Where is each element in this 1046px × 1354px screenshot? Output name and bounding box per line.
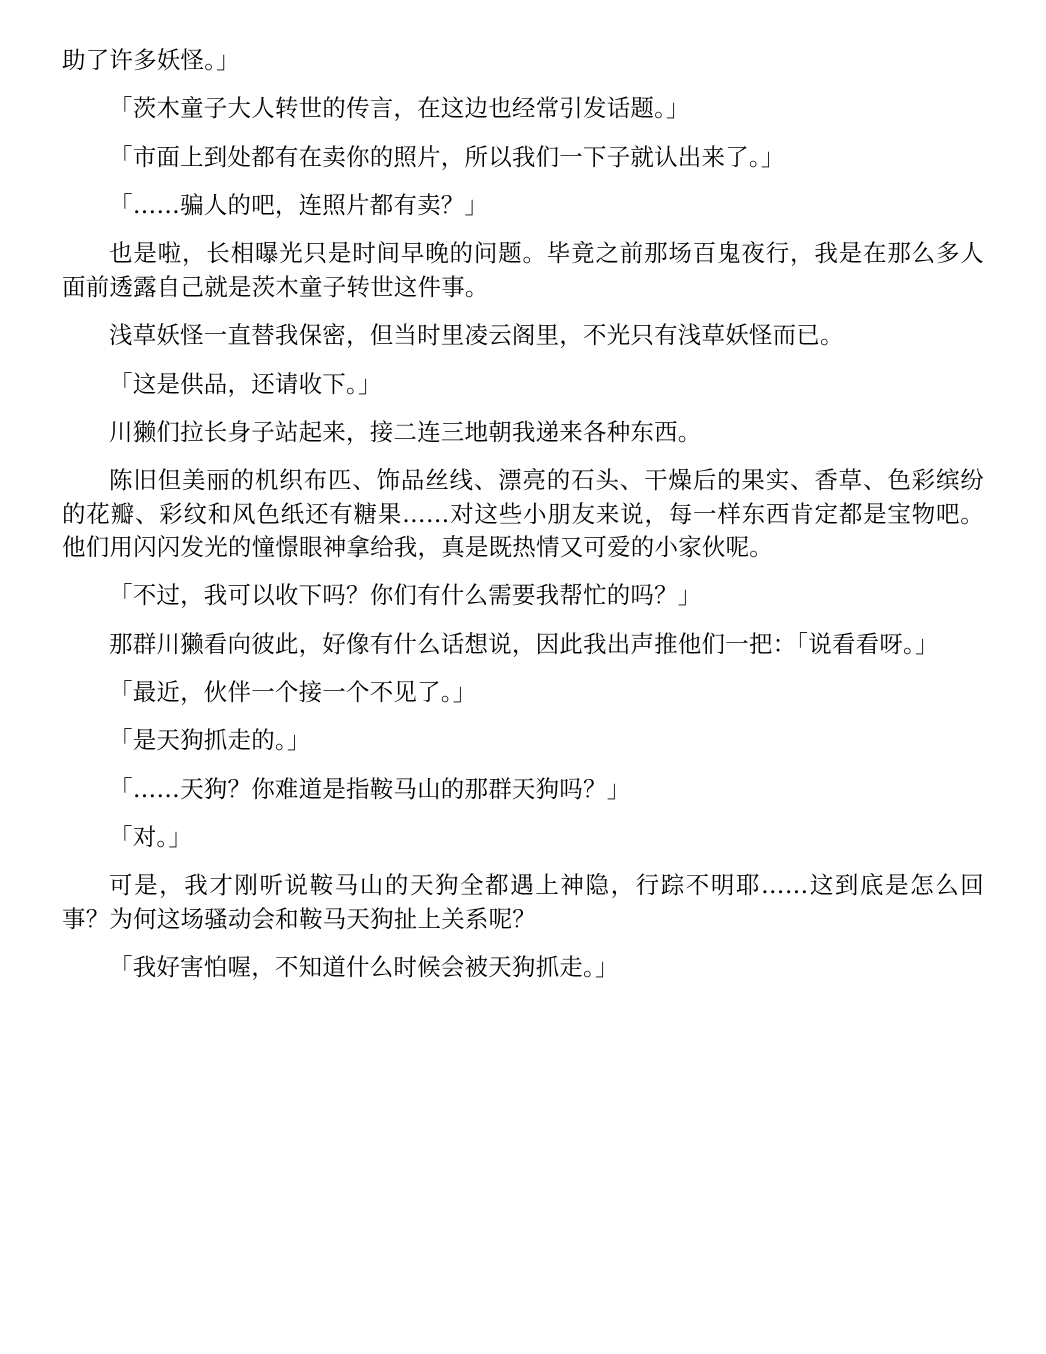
paragraph: 也是啦，长相曝光只是时间早晚的问题。毕竟之前那场百鬼夜行，我是在那么多人面前透露自己就是茨木童子转世这件事。	[62, 239, 984, 301]
paragraph: 浅草妖怪一直替我保密，但当时里凌云阁里，不光只有浅草妖怪而已。	[109, 321, 844, 350]
paragraph: 川獭们拉长身子站起来，接二连三地朝我递来各种东西。	[109, 417, 702, 446]
paragraph: 「……天狗？你难道是指鞍马山的那群天狗吗？」	[109, 774, 631, 803]
paragraph: 「是天狗抓走的。」	[109, 726, 311, 755]
paragraph: 「不过，我可以收下吗？你们有什么需要我帮忙的吗？」	[109, 581, 702, 610]
paragraph: 可是，我才刚听说鞍马山的天狗全都遇上神隐，行踪不明耶……这到底是怎么回事？为何这场骚动会和鞍马天狗扯上关系呢？	[62, 871, 984, 933]
paragraph: 「市面上到处都有在卖你的照片，所以我们一下子就认出来了。」	[109, 142, 785, 171]
paragraph: 那群川獭看向彼此，好像有什么话想说，因此我出声推他们一把：「说看看呀。」	[109, 629, 939, 658]
paragraph: 「最近，伙伴一个接一个不见了。」	[109, 678, 477, 707]
paragraph: 「我好害怕喔，不知道什么时候会被天狗抓走。」	[109, 953, 619, 982]
paragraph: 陈旧但美丽的机织布匹、饰品丝线、漂亮的石头、干燥后的果实、香草、色彩缤纷的花瓣、彩纹和风色纸还有糖果……对这些小朋友来说，每一样东西肯定都是宝物吧。他们用闪闪发光的憧憬眼神拿给我，真是既热情又可爱的小家伙呢。	[62, 466, 984, 561]
paragraph: 助了许多妖怪。」	[62, 46, 240, 74]
paragraph: 「……骗人的吧，连照片都有卖？」	[109, 191, 489, 220]
paragraph: 「对。」	[109, 823, 193, 852]
document-body	[62, 44, 984, 985]
paragraph: 「这是供品，还请收下。」	[109, 369, 382, 398]
paragraph: 「茨木童子大人转世的传言，在这边也经常引发话题。」	[109, 94, 690, 123]
